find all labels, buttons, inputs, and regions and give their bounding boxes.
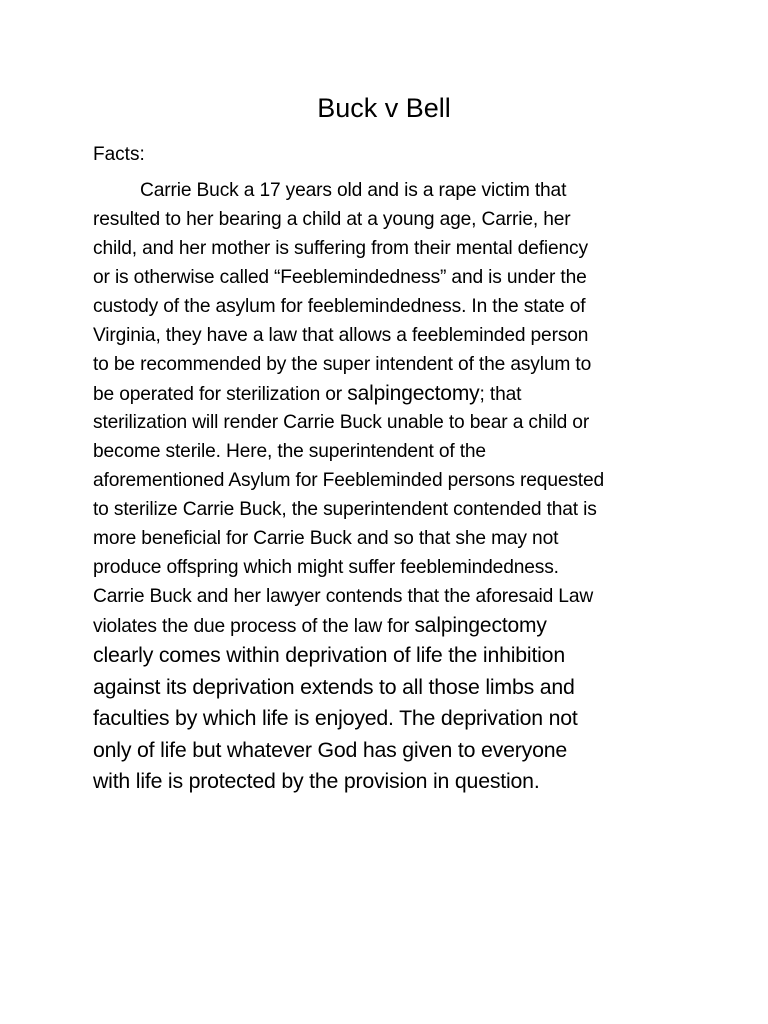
- section-label-facts: Facts:: [93, 144, 145, 165]
- paragraph-line: clearly comes within deprivation of life the inhibition: [93, 643, 565, 667]
- paragraph-line: child, and her mother is suffering from their mental defiency: [93, 238, 588, 259]
- paragraph-line: sterilization will render Carrie Buck unable to bear a child or: [93, 412, 590, 433]
- line-text: ; that: [479, 384, 522, 405]
- paragraph-line: Carrie Buck a 17 years old and is a rape victim that: [140, 180, 567, 201]
- paragraph-line: with life is protected by the provision in question.: [93, 769, 540, 794]
- term-salpingectomy: salpingectomy: [414, 614, 547, 637]
- document-title: Buck v Bell: [317, 93, 451, 123]
- paragraph-line: or is otherwise called “Feeblemindedness” and is under the: [93, 267, 587, 288]
- line-text: violates the due process of the law for: [93, 616, 415, 637]
- paragraph-line: produce offspring which might suffer feeblemindedness.: [93, 557, 559, 578]
- paragraph-line: only of life but whatever God has given to everyone: [93, 737, 568, 762]
- paragraph-line: Carrie Buck and her lawyer contends that the aforesaid Law: [93, 586, 594, 607]
- paragraph-line: resulted to her bearing a child at a young age, Carrie, her: [93, 209, 571, 230]
- facts-paragraph: [93, 176, 693, 798]
- paragraph-line: against its deprivation extends to all those limbs and: [93, 674, 575, 699]
- term-salpingectomy: salpingectomy: [347, 382, 480, 405]
- paragraph-line: [93, 379, 693, 408]
- paragraph-line: Virginia, they have a law that allows a feebleminded person: [93, 325, 589, 346]
- paragraph-line: custody of the asylum for feeblemindedness. In the state of: [93, 296, 586, 317]
- paragraph-line: to be recommended by the super intendent of the asylum to: [93, 354, 592, 375]
- paragraph-line: more beneficial for Carrie Buck and so that she may not: [93, 528, 559, 549]
- paragraph-line: aforementioned Asylum for Feebleminded persons requested: [93, 470, 605, 491]
- paragraph-line: to sterilize Carrie Buck, the superintendent contended that is: [93, 499, 597, 520]
- line-text: be operated for sterilization or: [93, 384, 348, 405]
- paragraph-line: become sterile. Here, the superintendent of the: [93, 441, 486, 462]
- paragraph-line: faculties by which life is enjoyed. The deprivation not: [93, 706, 578, 731]
- paragraph-line: [93, 611, 693, 640]
